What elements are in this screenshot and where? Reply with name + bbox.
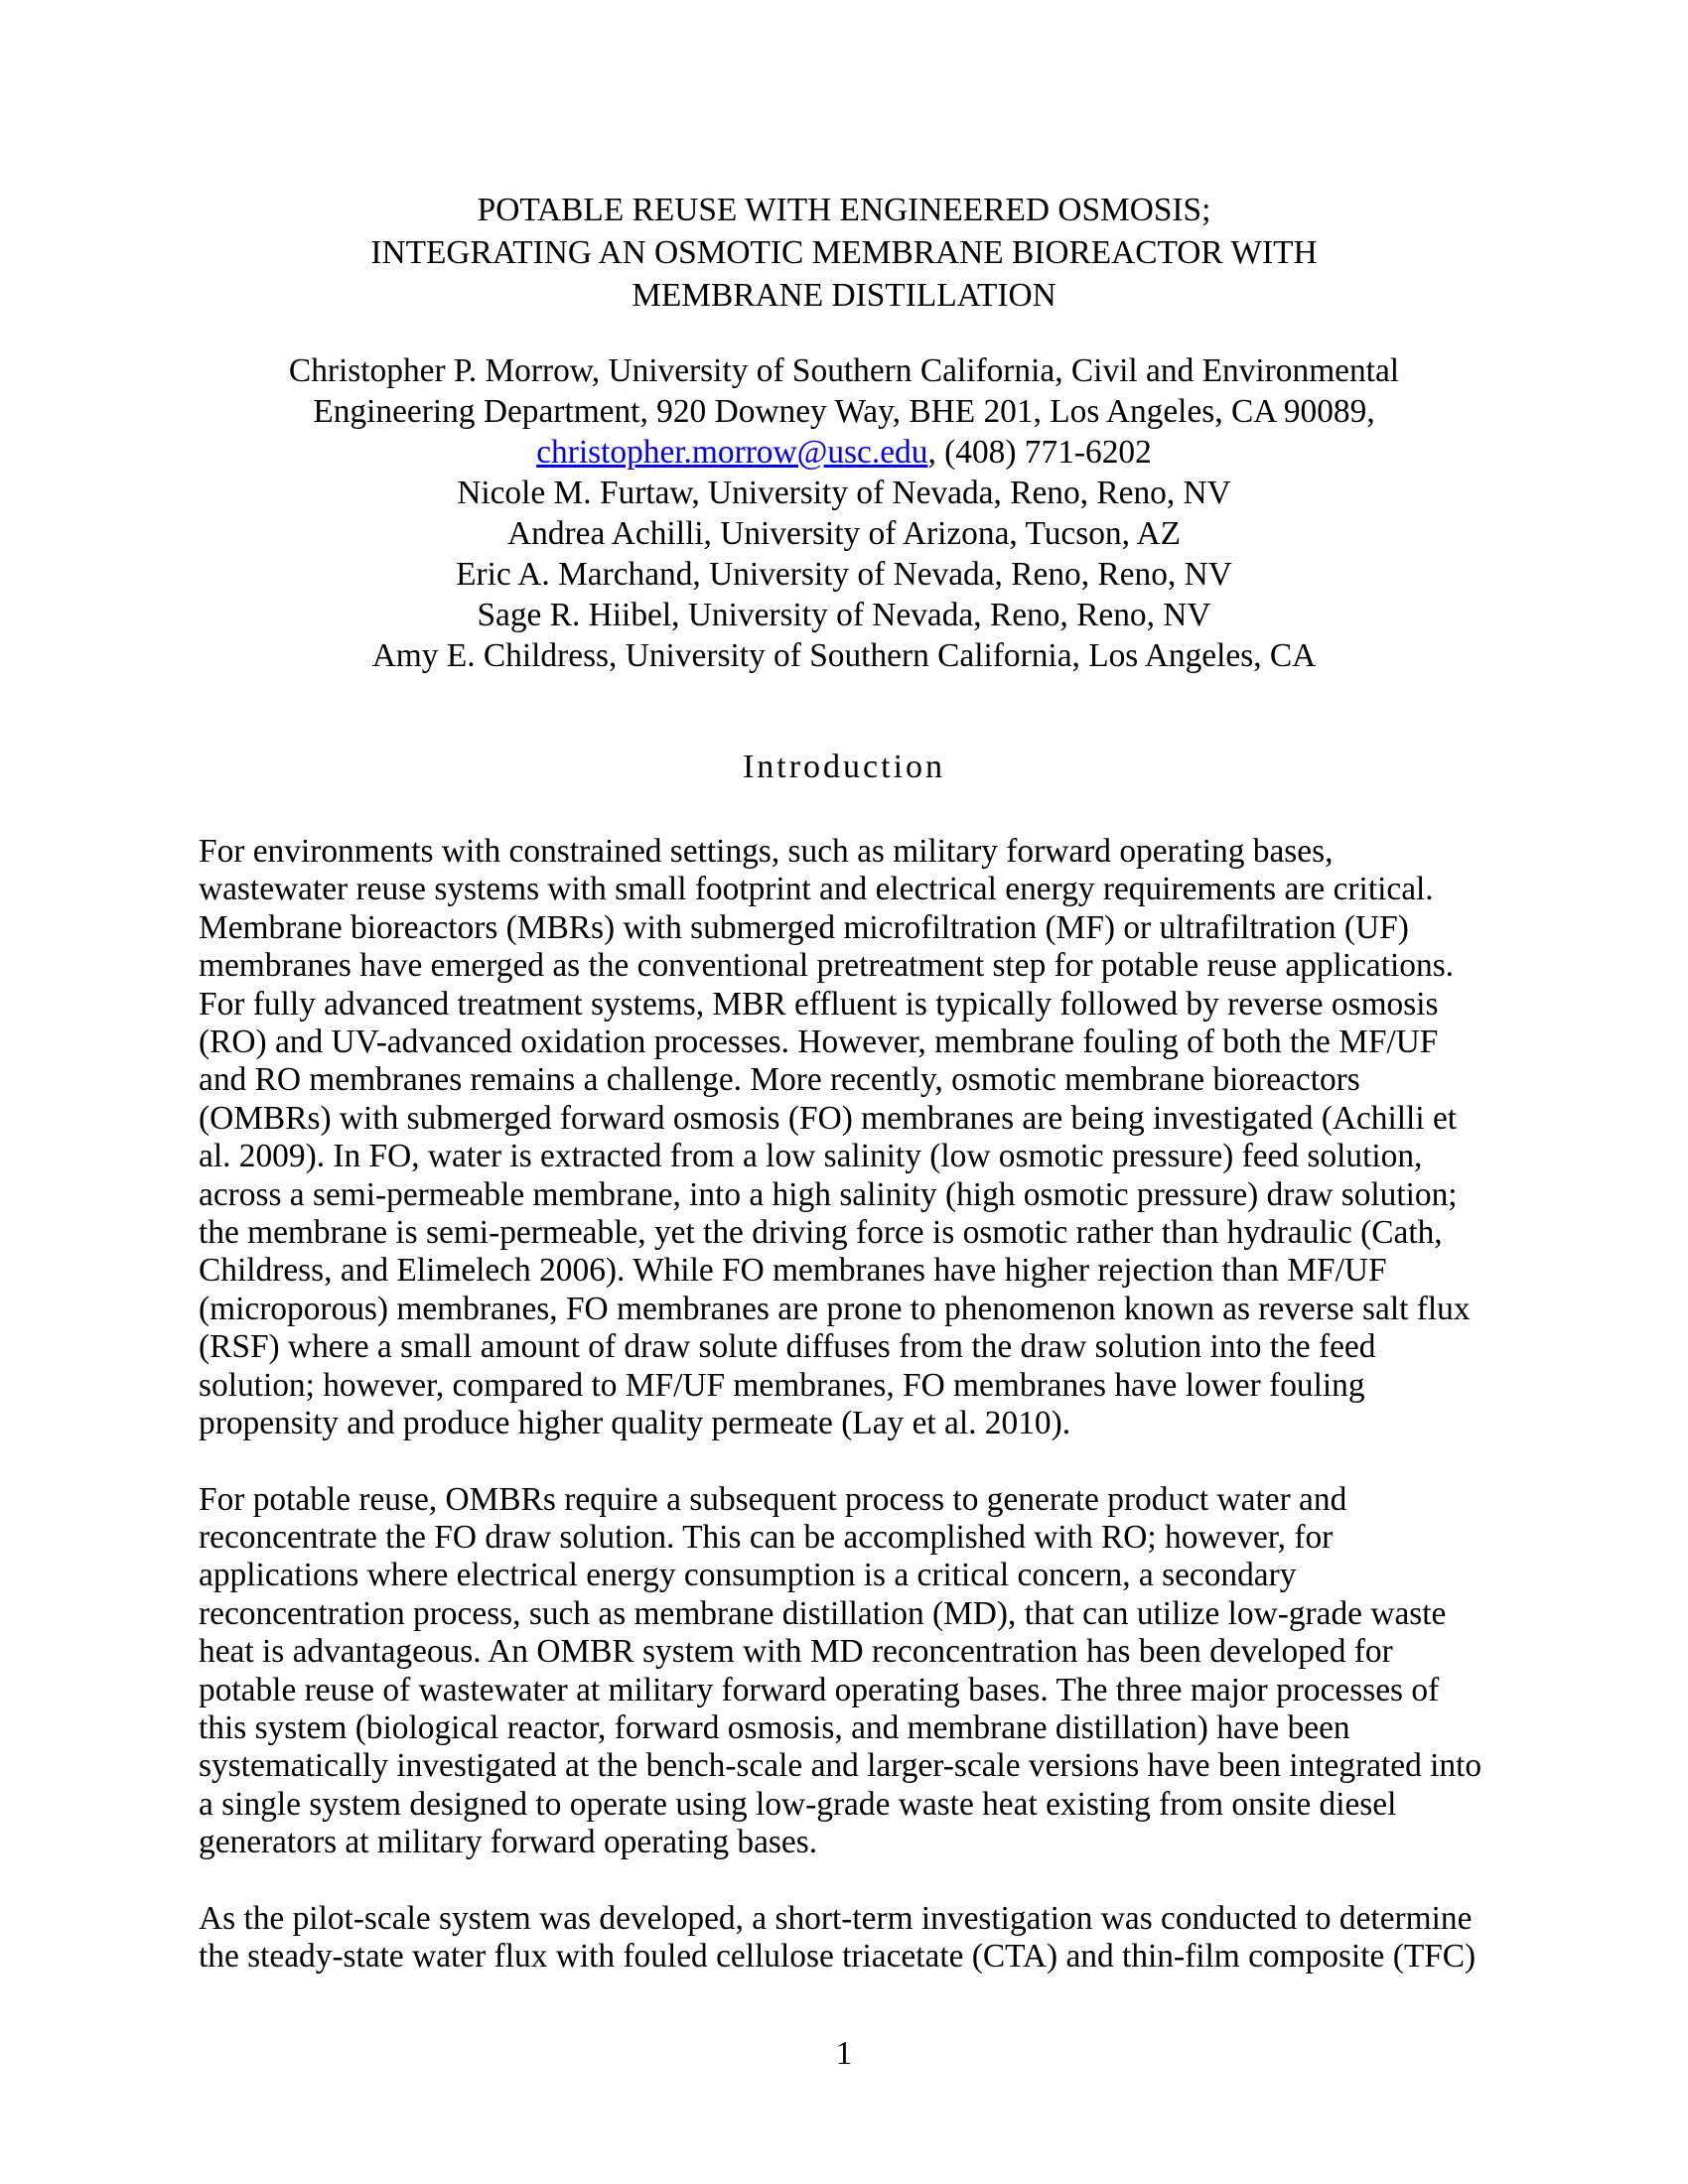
paper-title-line: POTABLE REUSE WITH ENGINEERED OSMOSIS; [477, 192, 1211, 228]
author-line: Andrea Achilli, University of Arizona, Tucson, AZ [507, 515, 1181, 552]
author-email-link[interactable]: christopher.morrow@usc.edu [536, 434, 928, 471]
section-heading-introduction: Introduction [742, 749, 946, 785]
author-phone: , (408) 771-6202 [927, 434, 1152, 471]
page-number: 1 [835, 2035, 853, 2072]
author-line: Eric A. Marchand, University of Nevada, Reno, Reno, NV [456, 556, 1232, 593]
author-line: Sage R. Hiibel, University of Nevada, Reno, Reno, NV [477, 597, 1211, 633]
author-line: Nicole M. Furtaw, University of Nevada, Reno, Reno, NV [457, 475, 1231, 511]
author-line: Amy E. Childress, University of Southern California, Los Angeles, CA [371, 637, 1317, 674]
paper-title-line: MEMBRANE DISTILLATION [632, 277, 1056, 314]
paper-title-line: INTEGRATING AN OSMOTIC MEMBRANE BIOREACTOR WITH [370, 234, 1318, 271]
author-block [199, 350, 1489, 676]
intro-paragraph-3: As the pilot-scale system was developed, a short-term investigation was conducted to determine the steady-state water flux with fouled cellulose triacetate (CTA) and thin-film composite (TFC) [199, 1899, 1477, 1975]
intro-paragraph-1: For environments with constrained settings, such as military forward operating bases, wastewater reuse systems with small footprint and electrical energy requirements are critical. Membrane bioreactors (MBRs) with submerged microfiltration (MF) or ultrafiltration (UF) membranes have emerged as the conventional pretreatment step for potable reuse applications. For fully advanced treatment systems, MBR effluent is typically followed by reverse osmosis (RO) and UV-advanced oxidation processes. However, membrane fouling of both the MF/UF and RO membranes remains a challenge. More recently, osmotic membrane bioreactors (OMBRs) with submerged forward osmosis (FO) membranes are being investigated (Achilli et al. 2009). In FO, water is extracted from a low salinity (low osmotic pressure) feed solution, across a semi-permeable membrane, into a high salinity (high osmotic pressure) draw solution; the membrane is semi-permeable, yet the driving force is osmotic rather than hydraulic (Cath, Childress, and Elimelech 2006). While FO membranes have higher rejection than MF/UF (microporous) membranes, FO membranes are prone to phenomenon known as reverse salt flux (RSF) where a small amount of draw solute diffuses from the draw solution into the feed solution; however, compared to MF/UF membranes, FO membranes have lower fouling propensity and produce higher quality permeate (Lay et al. 2010). [199, 833, 1471, 1442]
author-contact-line [199, 432, 1489, 473]
author-affiliation-line: Engineering Department, 920 Downey Way, BHE 201, Los Angeles, CA 90089, [313, 393, 1375, 430]
intro-paragraph-2: For potable reuse, OMBRs require a subsequent process to generate product water and reconcentrate the FO draw solution. This can be accomplished with RO; however, for applications where electrical energy consumption is a critical concern, a secondary reconcentration process, such as membrane distillation (MD), that can utilize low-grade waste heat is advantageous. An OMBR system with MD reconcentration has been developed for potable reuse of wastewater at military forward operating bases. The three major processes of this system (biological reactor, forward osmosis, and membrane distillation) have been systematically investigated at the bench-scale and larger-scale versions have been integrated into a single system designed to operate using low-grade waste heat existing from onsite diesel generators at military forward operating bases. [199, 1480, 1482, 1861]
document-page [199, 189, 1489, 2013]
paper-title [199, 189, 1489, 317]
author-affiliation-line: Christopher P. Morrow, University of Southern California, Civil and Environmental [288, 352, 1400, 389]
